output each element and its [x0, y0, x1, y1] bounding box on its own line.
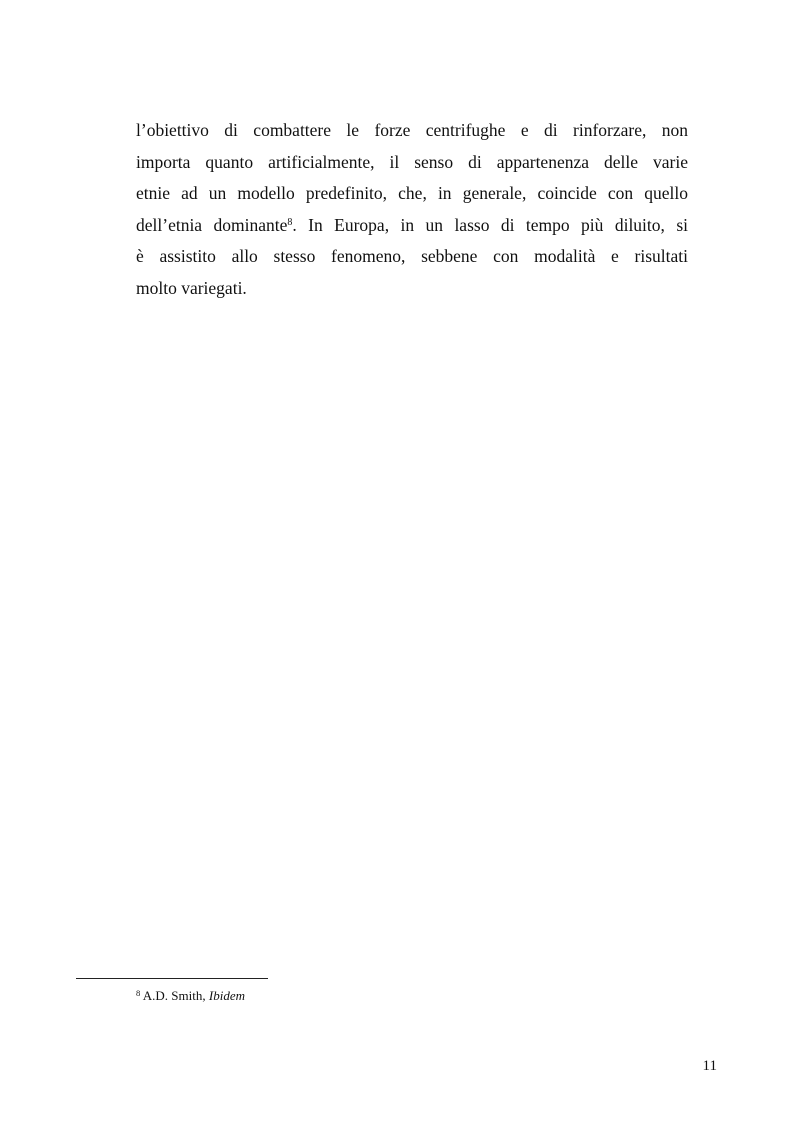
footnote-title: Ibidem: [208, 988, 245, 1003]
footnote-separator: [76, 978, 268, 979]
paragraph-line: [136, 210, 688, 242]
footnote-author: A.D. Smith,: [140, 988, 209, 1003]
line-text: dell’etnia dominante: [136, 214, 288, 235]
paragraph-line: etnie ad un modello predefinito, che, in generale, coincide con quello: [136, 183, 688, 203]
paragraph-line: importa quanto artificialmente, il senso di appartenenza delle varie: [136, 151, 688, 172]
page-number: 11: [702, 1058, 717, 1074]
paragraph-line: molto variegati.: [136, 277, 247, 298]
footnote-reference[interactable]: 8: [287, 216, 293, 228]
body-paragraph: [136, 115, 688, 304]
paragraph-line: l’obiettivo di combattere le forze centrifughe e di rinforzare, non: [136, 120, 688, 140]
paragraph-line: è assistito allo stesso fenomeno, sebbene con modalità e risultati: [136, 246, 688, 266]
line-text: . In Europa, in un lasso di tempo più diluito, si: [292, 214, 689, 235]
footnote: [136, 987, 245, 1005]
footnote-marker: 8: [136, 988, 141, 998]
